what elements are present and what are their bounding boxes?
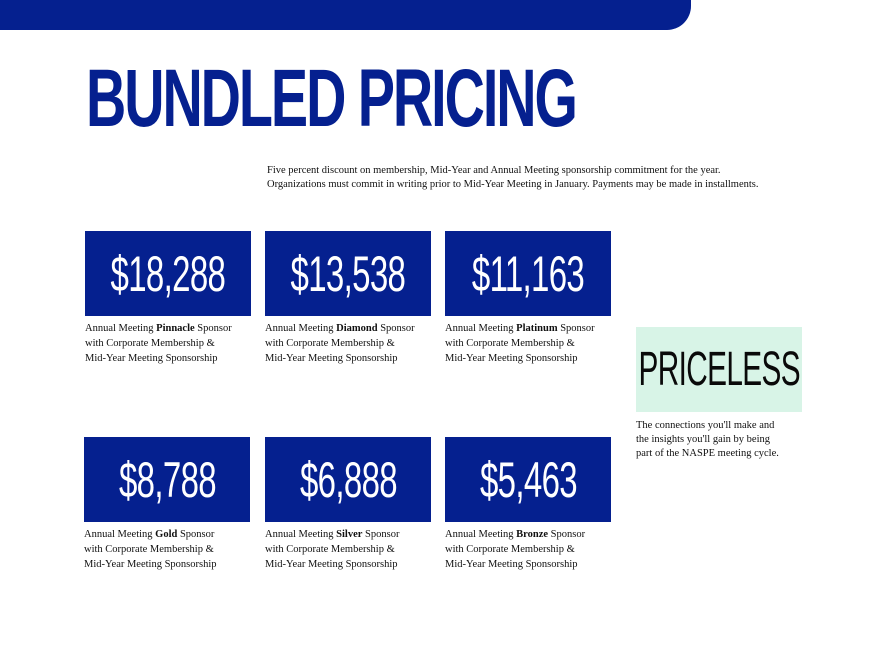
tier-card-bronze [445, 437, 611, 572]
desc-line-2: with Corporate Membership & [445, 544, 575, 555]
desc-suffix: Sponsor [557, 323, 595, 334]
desc-suffix: Sponsor [548, 529, 586, 540]
tier-description [85, 321, 251, 366]
tier-description [445, 527, 611, 572]
desc-line-3: Mid-Year Meeting Sponsorship [265, 353, 398, 364]
tier-card-platinum [445, 231, 611, 366]
tier-description [265, 321, 431, 366]
top-banner-bar [0, 0, 691, 30]
tier-description [84, 527, 250, 572]
desc-line-2: with Corporate Membership & [84, 544, 214, 555]
tier-price: $13,538 [290, 245, 406, 302]
tier-price: $8,788 [118, 451, 216, 508]
desc-line-3: Mid-Year Meeting Sponsorship [265, 559, 398, 570]
desc-prefix: Annual Meeting [84, 529, 156, 540]
desc-line-3: Mid-Year Meeting Sponsorship [445, 353, 578, 364]
desc-prefix: Annual Meeting [265, 323, 337, 334]
tier-level: Diamond [336, 323, 378, 334]
tier-level: Gold [155, 529, 178, 540]
desc-line-3: Mid-Year Meeting Sponsorship [84, 559, 217, 570]
tier-level: Bronze [516, 529, 549, 540]
tier-card-diamond [265, 231, 431, 366]
desc-suffix: Sponsor [177, 529, 215, 540]
desc-prefix: Annual Meeting [445, 529, 517, 540]
desc-suffix: Sponsor [377, 323, 415, 334]
tier-card-silver [265, 437, 431, 572]
intro-text [267, 164, 827, 192]
priceless-line-2: the insights you'll gain by being [636, 434, 771, 445]
priceless-label: PRICELESS [638, 343, 800, 396]
tier-card-pinnacle [85, 231, 251, 366]
desc-prefix: Annual Meeting [85, 323, 157, 334]
desc-prefix: Annual Meeting [265, 529, 337, 540]
desc-line-2: with Corporate Membership & [85, 338, 215, 349]
tier-level: Silver [336, 529, 363, 540]
price-box [445, 437, 611, 522]
price-box [445, 231, 611, 316]
price-box [265, 437, 431, 522]
priceless-box [636, 327, 802, 412]
price-box [85, 231, 251, 316]
tier-price: $5,463 [479, 451, 577, 508]
desc-line-2: with Corporate Membership & [265, 544, 395, 555]
desc-prefix: Annual Meeting [445, 323, 517, 334]
desc-suffix: Sponsor [194, 323, 232, 334]
desc-suffix: Sponsor [362, 529, 400, 540]
intro-line-2: Organizations must commit in writing prior to Mid-Year Meeting in January. Payments may be made in installments. [267, 179, 759, 190]
tier-description [265, 527, 431, 572]
priceless-line-1: The connections you'll make and [636, 420, 775, 431]
priceless-description [636, 419, 816, 461]
tier-price: $18,288 [110, 245, 226, 302]
tier-price: $11,163 [471, 245, 585, 302]
price-box [84, 437, 250, 522]
price-box [265, 231, 431, 316]
tier-price: $6,888 [299, 451, 397, 508]
tier-level: Platinum [516, 323, 558, 334]
desc-line-2: with Corporate Membership & [445, 338, 575, 349]
priceless-line-3: part of the NASPE meeting cycle. [636, 448, 779, 459]
page-title: BUNDLED PRICING [86, 53, 576, 144]
tier-card-gold [84, 437, 250, 572]
desc-line-3: Mid-Year Meeting Sponsorship [85, 353, 218, 364]
tier-level: Pinnacle [156, 323, 195, 334]
desc-line-3: Mid-Year Meeting Sponsorship [445, 559, 578, 570]
desc-line-2: with Corporate Membership & [265, 338, 395, 349]
tier-description [445, 321, 611, 366]
intro-line-1: Five percent discount on membership, Mid-Year and Annual Meeting sponsorship commitment for the year. [267, 165, 721, 176]
